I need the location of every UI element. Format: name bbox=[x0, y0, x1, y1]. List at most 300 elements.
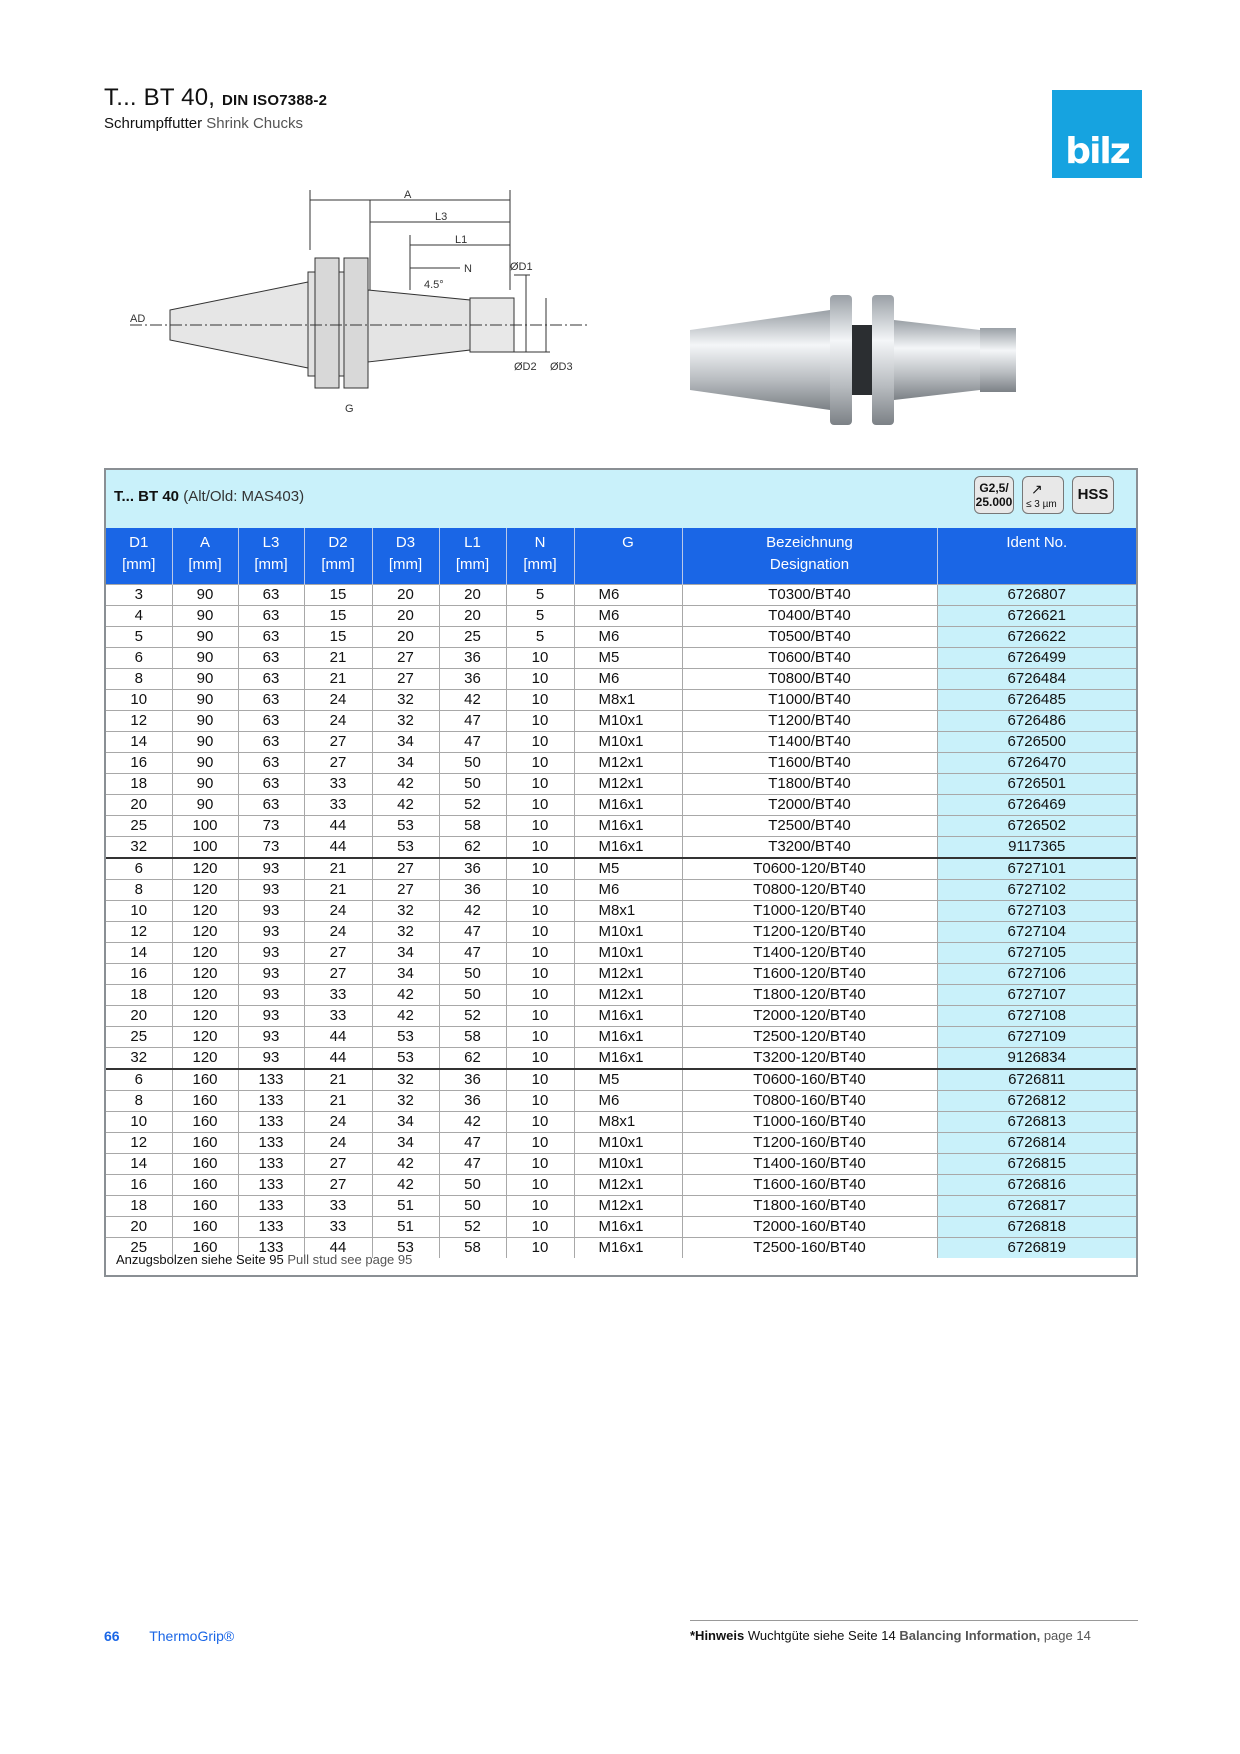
table-cell: 32 bbox=[372, 710, 439, 731]
table-cell: T2500/BT40 bbox=[682, 815, 937, 836]
table-cell: 50 bbox=[439, 752, 506, 773]
table-cell: 133 bbox=[238, 1237, 304, 1258]
table-row bbox=[106, 963, 1136, 984]
table-cell: M8x1 bbox=[574, 689, 682, 710]
table-cell: 34 bbox=[372, 942, 439, 963]
table-cell: 93 bbox=[238, 963, 304, 984]
table-cell: 20 bbox=[439, 605, 506, 626]
table-cell: 14 bbox=[106, 942, 172, 963]
table-cell: 120 bbox=[172, 963, 238, 984]
table-cell: 50 bbox=[439, 1174, 506, 1195]
table-cell: 24 bbox=[304, 710, 372, 731]
column-header bbox=[682, 528, 937, 584]
table-cell: 10 bbox=[506, 1132, 574, 1153]
table-cell: 160 bbox=[172, 1174, 238, 1195]
table-cell: 3 bbox=[106, 584, 172, 605]
table-cell: T1400/BT40 bbox=[682, 731, 937, 752]
column-header bbox=[304, 528, 372, 584]
table-cell: 34 bbox=[372, 1111, 439, 1132]
title-standard: DIN ISO7388-2 bbox=[222, 92, 328, 109]
table-cell: 44 bbox=[304, 1026, 372, 1047]
table-row bbox=[106, 1132, 1136, 1153]
table-cell: T1800-120/BT40 bbox=[682, 984, 937, 1005]
dim-ad-label: AD bbox=[130, 313, 146, 325]
dim-d1-label: ØD1 bbox=[510, 261, 533, 273]
table-cell: 32 bbox=[372, 900, 439, 921]
table-cell: 47 bbox=[439, 1153, 506, 1174]
table-cell: 10 bbox=[506, 900, 574, 921]
table-cell: 33 bbox=[304, 984, 372, 1005]
column-header bbox=[574, 528, 682, 584]
table-row bbox=[106, 710, 1136, 731]
table-cell: 6 bbox=[106, 647, 172, 668]
table-cell: 10 bbox=[506, 647, 574, 668]
table-cell: 6726499 bbox=[937, 647, 1136, 668]
table-row bbox=[106, 858, 1136, 880]
table-cell: 20 bbox=[106, 1005, 172, 1026]
table-cell: 6727104 bbox=[937, 921, 1136, 942]
table-cell: 93 bbox=[238, 1026, 304, 1047]
column-header-label: N bbox=[534, 534, 546, 551]
table-cell: T0600-120/BT40 bbox=[682, 858, 937, 880]
table-cell: M6 bbox=[574, 1090, 682, 1111]
table-cell: 93 bbox=[238, 942, 304, 963]
table-cell: 90 bbox=[172, 584, 238, 605]
table-cell: 14 bbox=[106, 1153, 172, 1174]
table-cell: 6726817 bbox=[937, 1195, 1136, 1216]
table-cell: 10 bbox=[506, 879, 574, 900]
table-cell: 18 bbox=[106, 773, 172, 794]
table-cell: 53 bbox=[372, 836, 439, 858]
table-cell: 42 bbox=[372, 773, 439, 794]
table-cell: 42 bbox=[439, 1111, 506, 1132]
table-cell: 160 bbox=[172, 1195, 238, 1216]
table-cell: 100 bbox=[172, 815, 238, 836]
table-cell: 120 bbox=[172, 921, 238, 942]
dim-n-label: N bbox=[464, 263, 472, 275]
table-cell: 52 bbox=[439, 1216, 506, 1237]
table-cell: 6726484 bbox=[937, 668, 1136, 689]
table-cell: 32 bbox=[106, 1047, 172, 1069]
table-row bbox=[106, 1174, 1136, 1195]
table-column-header bbox=[106, 528, 1136, 584]
table-cell: T2500-120/BT40 bbox=[682, 1026, 937, 1047]
table-cell: 32 bbox=[372, 689, 439, 710]
table-cell: 27 bbox=[304, 963, 372, 984]
table-cell: T1000-160/BT40 bbox=[682, 1111, 937, 1132]
table-row bbox=[106, 984, 1136, 1005]
product-table bbox=[104, 468, 1138, 1277]
table-cell: 32 bbox=[372, 1069, 439, 1091]
table-cell: 27 bbox=[304, 731, 372, 752]
table-cell: 6726807 bbox=[937, 584, 1136, 605]
table-cell: 6727107 bbox=[937, 984, 1136, 1005]
table-cell: 5 bbox=[506, 584, 574, 605]
table-cell: 6726469 bbox=[937, 794, 1136, 815]
table-cell: 90 bbox=[172, 752, 238, 773]
table-cell: 4 bbox=[106, 605, 172, 626]
table-cell: 6727102 bbox=[937, 879, 1136, 900]
table-cell: 10 bbox=[506, 1047, 574, 1069]
table-cell: 10 bbox=[506, 1005, 574, 1026]
table-cell: M16x1 bbox=[574, 1237, 682, 1258]
table-cell: 32 bbox=[372, 1090, 439, 1111]
table-cell: T0400/BT40 bbox=[682, 605, 937, 626]
table-cell: 24 bbox=[304, 1132, 372, 1153]
table-cell: M6 bbox=[574, 626, 682, 647]
table-cell: 16 bbox=[106, 963, 172, 984]
table-cell: T2000-120/BT40 bbox=[682, 1005, 937, 1026]
table-cell: 21 bbox=[304, 647, 372, 668]
table-cell: T1800/BT40 bbox=[682, 773, 937, 794]
table-cell: M16x1 bbox=[574, 1047, 682, 1069]
table-title bbox=[114, 488, 304, 505]
table-cell: 53 bbox=[372, 815, 439, 836]
column-header bbox=[937, 528, 1136, 584]
table-cell: 10 bbox=[506, 1216, 574, 1237]
table-cell: 90 bbox=[172, 626, 238, 647]
table-cell: 27 bbox=[372, 647, 439, 668]
table-cell: 6726500 bbox=[937, 731, 1136, 752]
table-cell: 44 bbox=[304, 815, 372, 836]
table-cell: 10 bbox=[106, 689, 172, 710]
footer-left bbox=[104, 1628, 234, 1644]
table-cell: 93 bbox=[238, 858, 304, 880]
table-cell: 8 bbox=[106, 1090, 172, 1111]
table-cell: M10x1 bbox=[574, 731, 682, 752]
table-cell: 42 bbox=[372, 1005, 439, 1026]
table-cell: 32 bbox=[106, 836, 172, 858]
table-cell: 6727108 bbox=[937, 1005, 1136, 1026]
table-cell: 12 bbox=[106, 921, 172, 942]
table-cell: 53 bbox=[372, 1237, 439, 1258]
table-cell: 42 bbox=[439, 689, 506, 710]
footnote-de: Anzugsbolzen siehe Seite 95 bbox=[116, 1252, 284, 1267]
table-cell: 25 bbox=[106, 815, 172, 836]
table-cell: T0500/BT40 bbox=[682, 626, 937, 647]
table-cell: 133 bbox=[238, 1216, 304, 1237]
table-cell: 133 bbox=[238, 1111, 304, 1132]
table-cell: 10 bbox=[506, 942, 574, 963]
table-cell: T2000/BT40 bbox=[682, 794, 937, 815]
balance-badge bbox=[974, 476, 1014, 514]
table-cell: 6726819 bbox=[937, 1237, 1136, 1258]
table-cell: 52 bbox=[439, 1005, 506, 1026]
table-cell: 10 bbox=[506, 1026, 574, 1047]
column-header bbox=[106, 528, 172, 584]
bilz-logo: bilz bbox=[1052, 90, 1142, 178]
table-cell: 63 bbox=[238, 647, 304, 668]
table-cell: 24 bbox=[304, 921, 372, 942]
table-cell: 10 bbox=[506, 731, 574, 752]
table-cell: 6726621 bbox=[937, 605, 1136, 626]
table-cell: 20 bbox=[439, 584, 506, 605]
table-cell: 8 bbox=[106, 668, 172, 689]
column-header-label: D2 bbox=[328, 534, 348, 551]
table-cell: 90 bbox=[172, 794, 238, 815]
table-cell: 93 bbox=[238, 900, 304, 921]
hint-en: page 14 bbox=[1043, 1628, 1091, 1643]
table-cell: 44 bbox=[304, 836, 372, 858]
table-cell: 51 bbox=[372, 1216, 439, 1237]
table-cell: T2000-160/BT40 bbox=[682, 1216, 937, 1237]
table-cell: 36 bbox=[439, 1069, 506, 1091]
table-cell: 18 bbox=[106, 1195, 172, 1216]
table-cell: T1200-120/BT40 bbox=[682, 921, 937, 942]
table-cell: 63 bbox=[238, 752, 304, 773]
table-cell: 12 bbox=[106, 1132, 172, 1153]
table-cell: 15 bbox=[304, 584, 372, 605]
column-header bbox=[238, 528, 304, 584]
table-cell: 90 bbox=[172, 647, 238, 668]
table-cell: 53 bbox=[372, 1047, 439, 1069]
table-cell: 120 bbox=[172, 858, 238, 880]
table-cell: M6 bbox=[574, 605, 682, 626]
table-cell: 10 bbox=[506, 921, 574, 942]
table-cell: T3200-120/BT40 bbox=[682, 1047, 937, 1069]
title-main: T... BT 40, bbox=[104, 84, 216, 111]
table-cell: 133 bbox=[238, 1090, 304, 1111]
table-cell: 120 bbox=[172, 1026, 238, 1047]
table-cell: 47 bbox=[439, 710, 506, 731]
product-image bbox=[680, 280, 1040, 440]
table-row bbox=[106, 836, 1136, 858]
table-cell: 160 bbox=[172, 1069, 238, 1091]
table-cell: 58 bbox=[439, 815, 506, 836]
table-cell: T1000-120/BT40 bbox=[682, 900, 937, 921]
column-header-label: L3 bbox=[262, 534, 280, 551]
table-cell: 90 bbox=[172, 731, 238, 752]
table-cell: 21 bbox=[304, 668, 372, 689]
dim-d3-label: ØD3 bbox=[550, 361, 573, 373]
hint-bold: *Hinweis bbox=[690, 1628, 745, 1643]
table-row bbox=[106, 626, 1136, 647]
table-cell: 15 bbox=[304, 626, 372, 647]
table-cell: 6726812 bbox=[937, 1090, 1136, 1111]
table-cell: 6726818 bbox=[937, 1216, 1136, 1237]
table-cell: 6727106 bbox=[937, 963, 1136, 984]
table-cell: 5 bbox=[506, 626, 574, 647]
runout-arrow-icon: ↗ bbox=[1031, 481, 1043, 497]
table-cell: M12x1 bbox=[574, 773, 682, 794]
table-row bbox=[106, 752, 1136, 773]
page-number: 66 bbox=[104, 1628, 120, 1644]
table-cell: 36 bbox=[439, 647, 506, 668]
hint-en-bold: Balancing Information, bbox=[899, 1628, 1041, 1643]
table-cell: 133 bbox=[238, 1174, 304, 1195]
table-row bbox=[106, 689, 1136, 710]
table-cell: 20 bbox=[372, 605, 439, 626]
table-body bbox=[106, 584, 1136, 1258]
table-cell: 32 bbox=[372, 921, 439, 942]
table-cell: M10x1 bbox=[574, 1153, 682, 1174]
table-cell: M6 bbox=[574, 584, 682, 605]
table-cell: 6727105 bbox=[937, 942, 1136, 963]
table-cell: 33 bbox=[304, 773, 372, 794]
table-cell: 27 bbox=[372, 858, 439, 880]
table-cell: 62 bbox=[439, 1047, 506, 1069]
subtitle-de: Schrumpffutter bbox=[104, 115, 203, 132]
table-cell: 42 bbox=[372, 984, 439, 1005]
table-cell: 47 bbox=[439, 942, 506, 963]
subtitle-en: Shrink Chucks bbox=[206, 115, 303, 132]
table-cell: 44 bbox=[304, 1047, 372, 1069]
table-cell: M6 bbox=[574, 668, 682, 689]
column-header-unit: [mm] bbox=[321, 556, 355, 573]
table-cell: 21 bbox=[304, 1090, 372, 1111]
table-cell: 36 bbox=[439, 1090, 506, 1111]
table-cell: 160 bbox=[172, 1216, 238, 1237]
dim-l3-label: L3 bbox=[435, 211, 448, 223]
table-cell: 120 bbox=[172, 879, 238, 900]
table-cell: 120 bbox=[172, 942, 238, 963]
table-cell: M16x1 bbox=[574, 836, 682, 858]
table-cell: 6726814 bbox=[937, 1132, 1136, 1153]
table-cell: 24 bbox=[304, 1111, 372, 1132]
technical-drawing bbox=[130, 190, 600, 440]
table-footnote bbox=[116, 1252, 412, 1267]
table-cell: 33 bbox=[304, 794, 372, 815]
table-cell: 36 bbox=[439, 858, 506, 880]
table-row bbox=[106, 815, 1136, 836]
table-cell: 10 bbox=[106, 900, 172, 921]
table-cell: 6726502 bbox=[937, 815, 1136, 836]
table-cell: 10 bbox=[506, 1153, 574, 1174]
table-cell: 21 bbox=[304, 858, 372, 880]
table-row bbox=[106, 900, 1136, 921]
table-cell: 58 bbox=[439, 1026, 506, 1047]
table-cell: 90 bbox=[172, 710, 238, 731]
table-cell: 12 bbox=[106, 710, 172, 731]
table-cell: M10x1 bbox=[574, 942, 682, 963]
table-cell: M16x1 bbox=[574, 1026, 682, 1047]
table-cell: 133 bbox=[238, 1132, 304, 1153]
table-cell: 10 bbox=[506, 963, 574, 984]
table-cell: 25 bbox=[106, 1026, 172, 1047]
table-cell: 27 bbox=[304, 1174, 372, 1195]
table-cell: 9126834 bbox=[937, 1047, 1136, 1069]
table-cell: T1000/BT40 bbox=[682, 689, 937, 710]
table-cell: 6726813 bbox=[937, 1111, 1136, 1132]
table-cell: 33 bbox=[304, 1005, 372, 1026]
table-cell: T1600-120/BT40 bbox=[682, 963, 937, 984]
table-cell: T0300/BT40 bbox=[682, 584, 937, 605]
table-cell: 10 bbox=[506, 773, 574, 794]
table-cell: 47 bbox=[439, 1132, 506, 1153]
table-row bbox=[106, 794, 1136, 815]
balance-top: G2,5/ bbox=[979, 481, 1009, 495]
table-cell: 36 bbox=[439, 879, 506, 900]
table-cell: M16x1 bbox=[574, 1005, 682, 1026]
table-cell: 36 bbox=[439, 668, 506, 689]
table-cell: 42 bbox=[439, 900, 506, 921]
table-cell: 6727103 bbox=[937, 900, 1136, 921]
footer-hint bbox=[690, 1628, 1091, 1643]
table-cell: 93 bbox=[238, 1005, 304, 1026]
table-cell: M12x1 bbox=[574, 1174, 682, 1195]
table-title-alt: (Alt/Old: MAS403) bbox=[183, 488, 305, 505]
dim-a-label: A bbox=[404, 190, 412, 201]
table-cell: 53 bbox=[372, 1026, 439, 1047]
table-cell: 10 bbox=[506, 794, 574, 815]
table-cell: 93 bbox=[238, 921, 304, 942]
table-cell: 51 bbox=[372, 1195, 439, 1216]
table-cell: 21 bbox=[304, 1069, 372, 1091]
table-cell: 62 bbox=[439, 836, 506, 858]
table-row bbox=[106, 921, 1136, 942]
column-header-unit: [mm] bbox=[523, 556, 557, 573]
table-cell: 90 bbox=[172, 605, 238, 626]
column-header-label: D1 bbox=[129, 534, 149, 551]
table-cell: 10 bbox=[506, 1195, 574, 1216]
table-cell: 6726470 bbox=[937, 752, 1136, 773]
table-cell: T0600-160/BT40 bbox=[682, 1069, 937, 1091]
table-cell: 15 bbox=[304, 605, 372, 626]
table-cell: 6 bbox=[106, 1069, 172, 1091]
column-header bbox=[439, 528, 506, 584]
table-cell: M5 bbox=[574, 647, 682, 668]
footnote-en: Pull stud see page 95 bbox=[287, 1252, 413, 1267]
footer-divider bbox=[690, 1620, 1138, 1621]
table-cell: 6726501 bbox=[937, 773, 1136, 794]
table-cell: 120 bbox=[172, 1047, 238, 1069]
table-cell: 16 bbox=[106, 1174, 172, 1195]
table-cell: 63 bbox=[238, 731, 304, 752]
column-header-label: G bbox=[622, 534, 634, 551]
table-cell: 33 bbox=[304, 1216, 372, 1237]
table-cell: 63 bbox=[238, 626, 304, 647]
table-cell: 6727109 bbox=[937, 1026, 1136, 1047]
table-cell: 20 bbox=[106, 794, 172, 815]
table-cell: 9117365 bbox=[937, 836, 1136, 858]
column-header-label: Ident No. bbox=[1006, 534, 1068, 551]
table-cell: 47 bbox=[439, 731, 506, 752]
table-cell: 50 bbox=[439, 1195, 506, 1216]
table-cell: M10x1 bbox=[574, 710, 682, 731]
table-cell: 6726622 bbox=[937, 626, 1136, 647]
runout-label: ≤ 3 µm bbox=[1026, 499, 1057, 510]
spec-table bbox=[106, 528, 1136, 1258]
dim-angle-label: 4.5° bbox=[424, 279, 444, 291]
table-cell: 63 bbox=[238, 668, 304, 689]
table-cell: 63 bbox=[238, 773, 304, 794]
table-cell: 42 bbox=[372, 794, 439, 815]
table-row bbox=[106, 1069, 1136, 1091]
column-header bbox=[372, 528, 439, 584]
table-cell: 133 bbox=[238, 1153, 304, 1174]
table-cell: 10 bbox=[106, 1111, 172, 1132]
table-cell: M16x1 bbox=[574, 1216, 682, 1237]
table-cell: 5 bbox=[506, 605, 574, 626]
table-cell: 10 bbox=[506, 752, 574, 773]
page-subtitle bbox=[104, 115, 303, 132]
table-cell: 34 bbox=[372, 731, 439, 752]
table-cell: 8 bbox=[106, 879, 172, 900]
table-cell: 24 bbox=[304, 900, 372, 921]
table-cell: M12x1 bbox=[574, 963, 682, 984]
table-cell: 120 bbox=[172, 900, 238, 921]
table-cell: 10 bbox=[506, 1069, 574, 1091]
table-cell: T1600/BT40 bbox=[682, 752, 937, 773]
table-cell: T0600/BT40 bbox=[682, 647, 937, 668]
table-cell: 133 bbox=[238, 1069, 304, 1091]
table-cell: T1800-160/BT40 bbox=[682, 1195, 937, 1216]
table-cell: 10 bbox=[506, 689, 574, 710]
table-cell: T1200-160/BT40 bbox=[682, 1132, 937, 1153]
table-cell: M10x1 bbox=[574, 1132, 682, 1153]
column-header-label: A bbox=[199, 534, 210, 551]
table-row bbox=[106, 668, 1136, 689]
